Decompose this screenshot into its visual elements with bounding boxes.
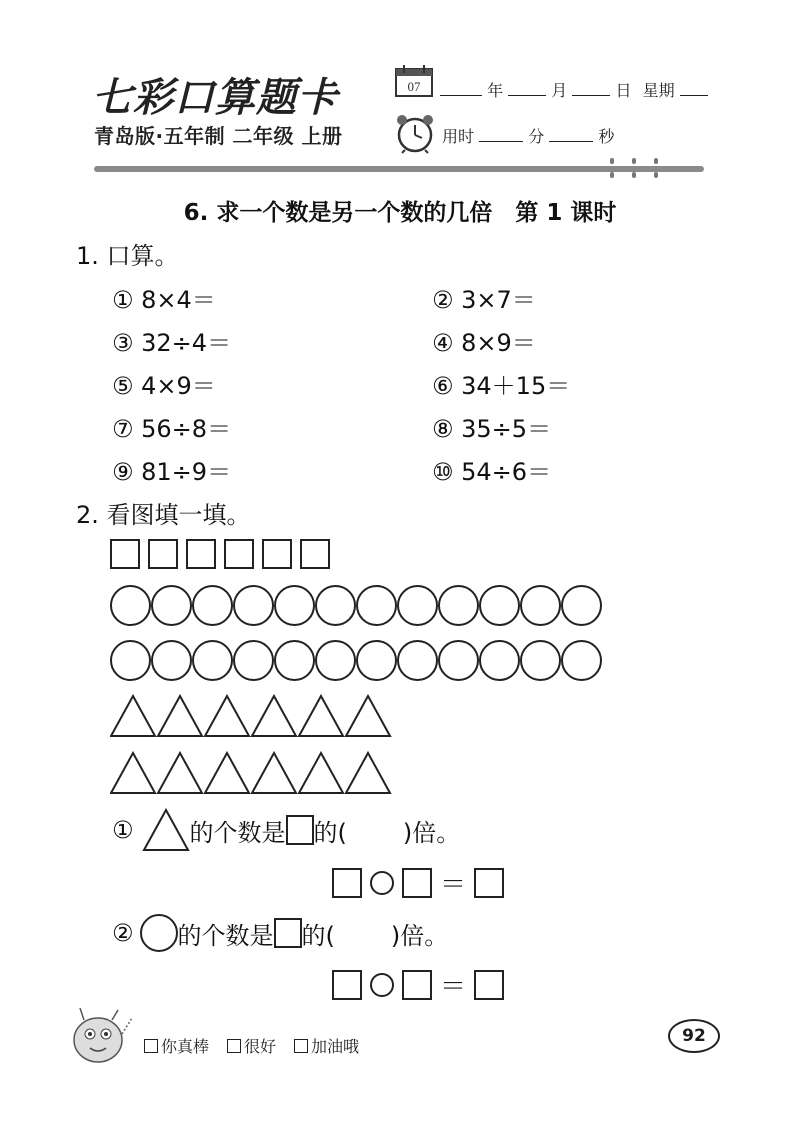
triangle-row-2 (110, 750, 392, 796)
square-shape (286, 815, 314, 845)
operator-circle[interactable] (370, 871, 394, 895)
equation-box[interactable] (332, 970, 362, 1000)
circle-shape (274, 585, 315, 626)
square-shape (274, 918, 302, 948)
month-label: 月 (551, 81, 568, 100)
time-used-label: 用时 (442, 127, 475, 146)
square-shape (148, 539, 178, 569)
triangle-shape (158, 753, 202, 793)
month-blank[interactable] (508, 81, 546, 96)
square-shape (110, 539, 140, 569)
circle-shape (233, 640, 274, 681)
self-evaluation-options (144, 1034, 359, 1057)
subq2-number: ② (112, 919, 134, 947)
year-blank[interactable] (440, 81, 482, 96)
subq1-equation (332, 864, 504, 901)
problem-3: ③ 32÷4＝ (112, 329, 232, 357)
option-great-label: 你真棒 (161, 1037, 210, 1056)
problem-10: ⑩ 54÷6＝ (432, 458, 552, 486)
circle-shape (397, 640, 438, 681)
equation-box[interactable] (402, 868, 432, 898)
circle-shape (479, 585, 520, 626)
triangle-shape (299, 696, 343, 736)
weekday-blank[interactable] (680, 81, 708, 96)
page-number: 92 (668, 1019, 720, 1053)
circle-shape (151, 640, 192, 681)
circle-row-2 (110, 640, 602, 681)
checkbox-icon[interactable] (227, 1039, 241, 1053)
equation-box[interactable] (332, 868, 362, 898)
triangle-shape (252, 753, 296, 793)
equation-box[interactable] (474, 970, 504, 1000)
triangle-row-1 (110, 693, 392, 739)
alarm-clock-icon (394, 112, 436, 154)
time-fill-line (442, 124, 614, 147)
circle-shape (140, 914, 178, 952)
circle-shape (192, 640, 233, 681)
circle-shape (520, 585, 561, 626)
option-good-label: 很好 (244, 1037, 277, 1056)
triangle-shape (158, 696, 202, 736)
lesson-title: 6. 求一个数是另一个数的几倍 第 1 课时 (183, 200, 617, 226)
circle-shape (110, 640, 151, 681)
option-keep-going[interactable] (294, 1034, 359, 1057)
triangle-shape (111, 696, 155, 736)
circle-shape (438, 585, 479, 626)
triangle-shape (142, 807, 190, 853)
q1-heading: 1. 口算。 (76, 242, 179, 270)
minute-blank[interactable] (479, 127, 523, 142)
subq1-text-b: 的( (313, 818, 347, 847)
calendar-day: 07 (407, 79, 421, 94)
subq1-number: ① (112, 816, 134, 844)
problem-6: ⑥ 34＋15＝ (432, 372, 571, 400)
triangle-shape (205, 696, 249, 736)
option-good[interactable] (227, 1034, 276, 1057)
subq1-text-c: )倍。 (402, 818, 461, 847)
circle-shape (561, 640, 602, 681)
weekday-label: 星期 (642, 81, 675, 100)
square-shape (186, 539, 216, 569)
square-row (110, 539, 330, 569)
circle-shape (356, 640, 397, 681)
subq2-text-a: 的个数是 (177, 921, 274, 950)
subq2-text-b: 的( (301, 921, 335, 950)
problem-9: ⑨ 81÷9＝ (112, 458, 232, 486)
day-blank[interactable] (572, 81, 610, 96)
subq2-equation (332, 966, 504, 1003)
circle-shape (315, 585, 356, 626)
circle-shape (110, 585, 151, 626)
calendar-icon (394, 64, 434, 98)
edition-label: 青岛版·五年制 二年级 上册 (94, 124, 343, 148)
circle-shape (315, 640, 356, 681)
mascot-icon (66, 1004, 136, 1068)
q2-heading: 2. 看图填一填。 (76, 501, 251, 529)
square-shape (300, 539, 330, 569)
checkbox-icon[interactable] (294, 1039, 308, 1053)
problem-1: ① 8×4＝ (112, 286, 216, 314)
second-label: 秒 (598, 127, 615, 146)
circle-shape (479, 640, 520, 681)
triangle-shape (205, 753, 249, 793)
square-shape (224, 539, 254, 569)
circle-shape (520, 640, 561, 681)
bead-decoration-icon (600, 156, 670, 180)
triangle-shape (346, 696, 390, 736)
circle-shape (151, 585, 192, 626)
option-great[interactable] (144, 1034, 209, 1057)
circle-shape (233, 585, 274, 626)
triangle-shape (111, 753, 155, 793)
circle-shape (356, 585, 397, 626)
equals-sign: ＝ (440, 972, 467, 1002)
problem-8: ⑧ 35÷5＝ (432, 415, 552, 443)
square-shape (262, 539, 292, 569)
day-label: 日 (615, 81, 632, 100)
problem-4: ④ 8×9＝ (432, 329, 536, 357)
checkbox-icon[interactable] (144, 1039, 158, 1053)
triangle-shape (299, 753, 343, 793)
circle-row-1 (110, 585, 602, 626)
triangle-shape (252, 696, 296, 736)
equation-box[interactable] (402, 970, 432, 1000)
problem-7: ⑦ 56÷8＝ (112, 415, 232, 443)
circle-shape (438, 640, 479, 681)
circle-shape (561, 585, 602, 626)
equals-sign: ＝ (440, 870, 467, 900)
triangle-shape (346, 753, 390, 793)
circle-shape (192, 585, 233, 626)
year-label: 年 (487, 81, 504, 100)
brand-title: 七彩口算题卡 (92, 74, 338, 121)
second-blank[interactable] (549, 127, 593, 142)
circle-shape (274, 640, 315, 681)
subquestion-2 (112, 914, 448, 952)
operator-circle[interactable] (370, 973, 394, 997)
subq2-text-c: )倍。 (390, 921, 449, 950)
subq1-text-a: 的个数是 (189, 818, 286, 847)
date-fill-line (440, 78, 708, 101)
problem-2: ② 3×7＝ (432, 286, 536, 314)
circle-shape (397, 585, 438, 626)
subquestion-1 (112, 807, 460, 853)
minute-label: 分 (528, 127, 545, 146)
option-keep-going-label: 加油哦 (311, 1037, 360, 1056)
problem-5: ⑤ 4×9＝ (112, 372, 216, 400)
equation-box[interactable] (474, 868, 504, 898)
